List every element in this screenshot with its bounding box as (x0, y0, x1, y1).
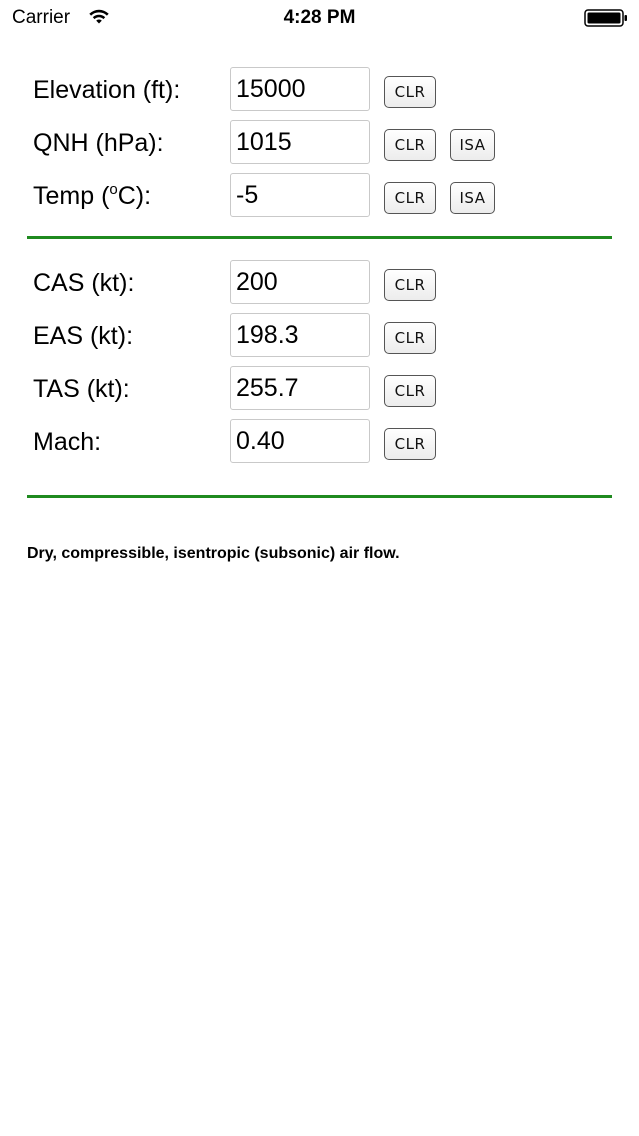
qnh-isa-button[interactable]: ISA (450, 129, 495, 161)
tas-label: TAS (kt): (33, 375, 130, 403)
eas-label: EAS (kt): (33, 322, 134, 350)
cas-clear-button[interactable]: CLR (384, 269, 436, 301)
carrier-label: Carrier (12, 7, 71, 28)
temp-label (33, 181, 151, 211)
temp-clear-button[interactable]: CLR (384, 182, 436, 214)
cas-row (0, 260, 639, 306)
cas-input[interactable] (230, 260, 370, 304)
qnh-clear-button[interactable]: CLR (384, 129, 436, 161)
qnh-input[interactable] (230, 120, 370, 164)
eas-clear-button[interactable]: CLR (384, 322, 436, 354)
elevation-input[interactable] (230, 67, 370, 111)
qnh-row (0, 120, 639, 166)
cas-label: CAS (kt): (33, 269, 135, 297)
temp-isa-button[interactable]: ISA (450, 182, 495, 214)
elevation-clear-button[interactable]: CLR (384, 76, 436, 108)
eas-row (0, 313, 639, 359)
tas-clear-button[interactable]: CLR (384, 375, 436, 407)
elevation-label: Elevation (ft): (33, 76, 181, 104)
section-divider-top (27, 236, 612, 239)
temp-degree-sup: o (109, 181, 118, 198)
footnote: Dry, compressible, isentropic (subsonic) air flow. (27, 545, 400, 562)
mach-row (0, 419, 639, 465)
tas-input[interactable] (230, 366, 370, 410)
eas-input[interactable] (230, 313, 370, 357)
temp-label-prefix: Temp ( (33, 182, 110, 210)
temp-label-suffix: C): (117, 182, 152, 210)
mach-label: Mach: (33, 428, 102, 456)
elevation-row (0, 67, 639, 113)
qnh-label: QNH (hPa): (33, 129, 164, 157)
temp-row (0, 173, 639, 219)
mach-clear-button[interactable]: CLR (384, 428, 436, 460)
temp-input[interactable] (230, 173, 370, 217)
status-time: 4:28 PM (283, 7, 356, 28)
status-bar (0, 0, 639, 36)
mach-input[interactable] (230, 419, 370, 463)
tas-row (0, 366, 639, 412)
section-divider-bottom (27, 495, 612, 498)
battery-icon (584, 9, 628, 27)
